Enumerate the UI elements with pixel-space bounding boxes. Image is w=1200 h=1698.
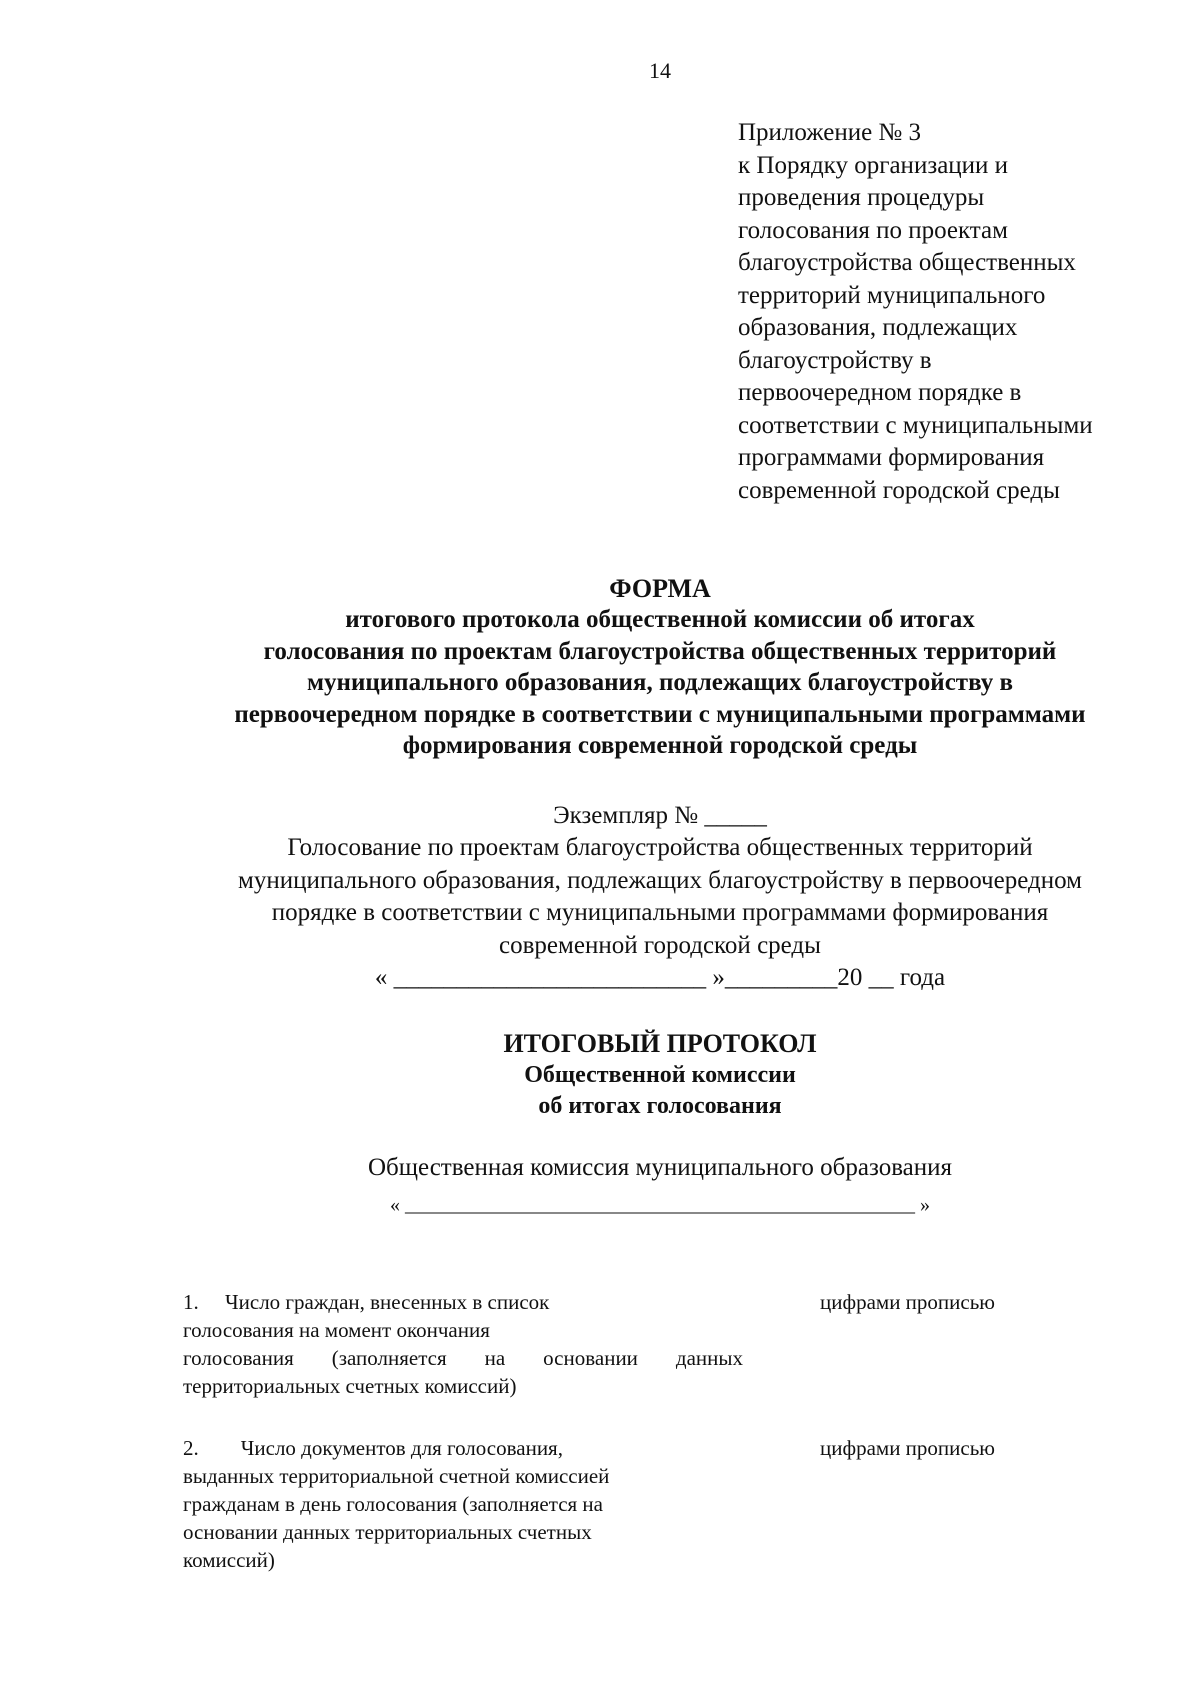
form-subtitle-line: первоочередном порядке в соответствии с муниципальными программами: [234, 700, 1086, 728]
appendix-line: территорий муниципального: [738, 281, 1046, 309]
protocol-subtitle: об итогах голосования: [538, 1093, 782, 1119]
voting-description-line: муниципального образования, подлежащих благоустройству в первоочередном: [238, 866, 1082, 894]
item-line: основании данных территориальных счетных: [183, 1520, 592, 1544]
appendix-block: [738, 117, 1178, 507]
appendix-line: к Порядку организации и: [738, 151, 1009, 179]
voting-description-line: современной городской среды: [499, 931, 821, 959]
appendix-line: благоустройства общественных: [738, 249, 1076, 276]
appendix-line: благоустройству в: [738, 346, 932, 374]
form-subtitle: [0, 604, 1200, 762]
appendix-line: проведения процедуры: [738, 184, 985, 211]
item-1-first-line: [183, 1288, 743, 1316]
page-number: 14: [649, 58, 671, 83]
protocol-subtitle: Общественной комиссии: [524, 1062, 796, 1088]
commission-name-blank: « ___________________________________________________ »: [390, 1194, 930, 1216]
item-line: Число граждан, внесенных в список: [225, 1290, 550, 1314]
item-1-columns: цифрами прописью: [820, 1290, 995, 1314]
voting-description: [0, 832, 1200, 962]
item-2-text: [183, 1434, 743, 1574]
item-line: выданных территориальной счетной комиссией: [183, 1464, 610, 1488]
item-1-text: [183, 1288, 743, 1400]
item-line: Число документов для голосования,: [240, 1436, 563, 1460]
form-subtitle-line: голосования по проектам благоустройства общественных территорий: [263, 637, 1057, 665]
appendix-line: программами формирования: [738, 444, 1045, 471]
form-subtitle-line: муниципального образования, подлежащих благоустройству в: [307, 669, 1013, 696]
item-line: голосования (заполняется на основании данных: [183, 1346, 743, 1370]
item-2-columns: цифрами прописью: [820, 1436, 995, 1460]
item-line: комиссий): [183, 1548, 275, 1572]
copy-number-line: Экземпляр № _____: [553, 802, 767, 829]
item-line: территориальных счетных комиссий): [183, 1374, 517, 1398]
voting-description-line: порядке в соответствии с муниципальными программами формирования: [271, 899, 1049, 926]
date-line: « _________________________ »_________20 __ года: [374, 964, 946, 991]
appendix-line: современной городской среды: [738, 476, 1060, 504]
appendix-line: первоочередном порядке в: [738, 379, 1022, 406]
appendix-line: Приложение № 3: [738, 119, 922, 146]
commission-line: Общественная комиссия муниципального образования: [367, 1154, 953, 1181]
form-subtitle-line: итогового протокола общественной комиссии об итогах: [345, 606, 975, 633]
item-2-first-line: [183, 1434, 743, 1462]
appendix-line: голосования по проектам: [738, 216, 1008, 244]
item-line: гражданам в день голосования (заполняется на: [183, 1492, 603, 1516]
voting-description-line: Голосование по проектам благоустройства общественных территорий: [287, 834, 1033, 861]
appendix-line: образования, подлежащих: [738, 314, 1018, 341]
appendix-line: соответствии с муниципальными: [738, 411, 1093, 439]
item-number: 1.: [183, 1290, 199, 1314]
form-title: ФОРМА: [609, 574, 711, 603]
protocol-heading: [0, 1028, 1200, 1122]
protocol-title: ИТОГОВЫЙ ПРОТОКОЛ: [503, 1029, 817, 1058]
form-subtitle-line: формирования современной городской среды: [402, 732, 918, 759]
item-number: 2.: [183, 1436, 199, 1460]
item-line: голосования на момент окончания: [183, 1318, 490, 1342]
